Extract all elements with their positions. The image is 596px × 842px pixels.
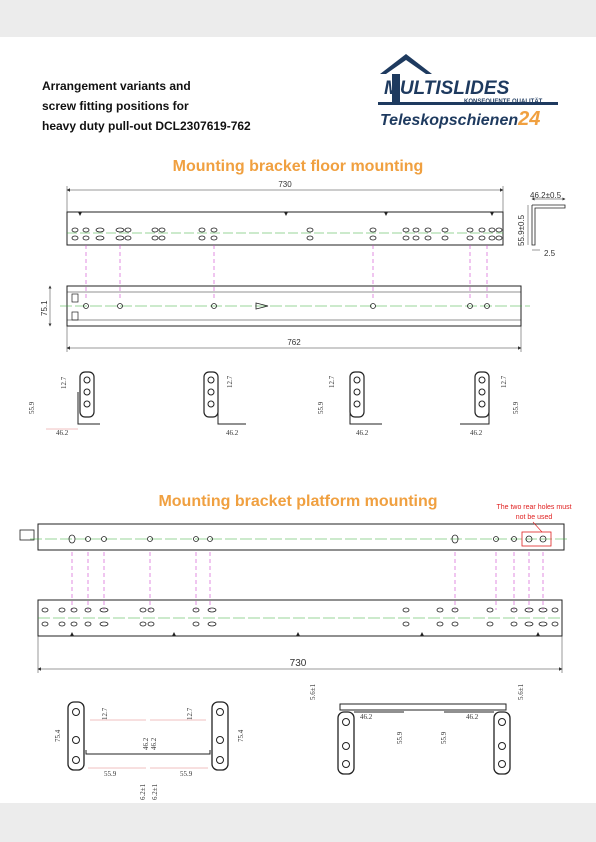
floor-top-rail — [67, 212, 503, 245]
heading-line-3: heavy duty pull-out DCL2307619-762 — [42, 119, 251, 133]
floor-variant-2 — [204, 372, 246, 437]
pl-c: 46.2 — [142, 737, 150, 750]
fv4-h1: 12.7 — [500, 375, 508, 388]
fv1-h2: 55.9 — [28, 401, 36, 414]
fv4-h2: 55.9 — [512, 401, 520, 414]
pl-h2: 75.4 — [237, 729, 245, 742]
platform-right-detail — [309, 683, 525, 774]
pl-d: 46.2 — [150, 737, 158, 750]
pl-a: 12.7 — [101, 707, 109, 720]
pr-a: 5.6±1 — [309, 683, 317, 700]
fv3-h1: 12.7 — [328, 375, 336, 388]
pl-w2: 55.9 — [180, 770, 193, 778]
platform-bottom-rail — [38, 600, 562, 673]
pl-b: 12.7 — [186, 707, 194, 720]
pl-t2: 6.2±1 — [151, 783, 159, 800]
fv4-w: 46.2 — [470, 429, 483, 437]
floor-bottom-rail — [40, 286, 530, 352]
floor-height-label: 75.1 — [40, 300, 49, 316]
fv2-h1: 12.7 — [226, 375, 234, 388]
logo-tagline: KONSEQUENTE QUALITÄT — [464, 99, 543, 105]
pr-h2: 55.9 — [440, 731, 448, 744]
floor-variant-4 — [460, 372, 520, 437]
logo-shop-name: Teleskopschienen — [380, 112, 519, 129]
floor-dim-730-label: 730 — [278, 180, 292, 189]
fv1-w: 46.2 — [56, 429, 69, 437]
heading-line-2: screw fitting positions for — [42, 99, 189, 113]
pl-w1: 55.9 — [104, 770, 117, 778]
heading-line-1: Arrangement variants and — [42, 79, 191, 93]
platform-top-rail — [20, 522, 570, 550]
pr-w1: 46.2 — [360, 713, 373, 721]
pl-t1: 6.2±1 — [139, 783, 147, 800]
pr-b: 5.6±1 — [517, 683, 525, 700]
rear-holes-note: The two rear holes must not be used — [496, 504, 572, 521]
fv3-w: 46.2 — [356, 429, 369, 437]
platform-dim-730-label: 730 — [289, 658, 307, 669]
logo-brand: MULTISLIDES — [384, 78, 510, 99]
floor-variant-1 — [28, 372, 100, 437]
pr-h1: 55.9 — [396, 731, 404, 744]
floor-variant-3 — [317, 372, 382, 437]
profile-height-label: 55.9±0.5 — [517, 214, 526, 246]
platform-section-title: Mounting bracket platform mounting — [158, 493, 438, 510]
floor-dim-730 — [67, 180, 503, 212]
platform-projection-lines — [72, 552, 543, 610]
platform-left-detail — [54, 702, 245, 800]
fv1-h1: 12.7 — [60, 376, 68, 389]
fv2-w: 46.2 — [226, 429, 239, 437]
logo-shop-number: 24 — [518, 108, 541, 130]
fv3-h2: 55.9 — [317, 401, 325, 414]
floor-section-title: Mounting bracket floor mounting — [172, 158, 424, 175]
pl-h: 75.4 — [54, 729, 62, 742]
profile-thickness-label: 2.5 — [544, 249, 556, 258]
pr-w2: 46.2 — [466, 713, 479, 721]
floor-dim-762-label: 762 — [287, 338, 301, 347]
floor-profile — [517, 191, 565, 258]
profile-width-label: 46.2±0.5 — [530, 191, 562, 200]
